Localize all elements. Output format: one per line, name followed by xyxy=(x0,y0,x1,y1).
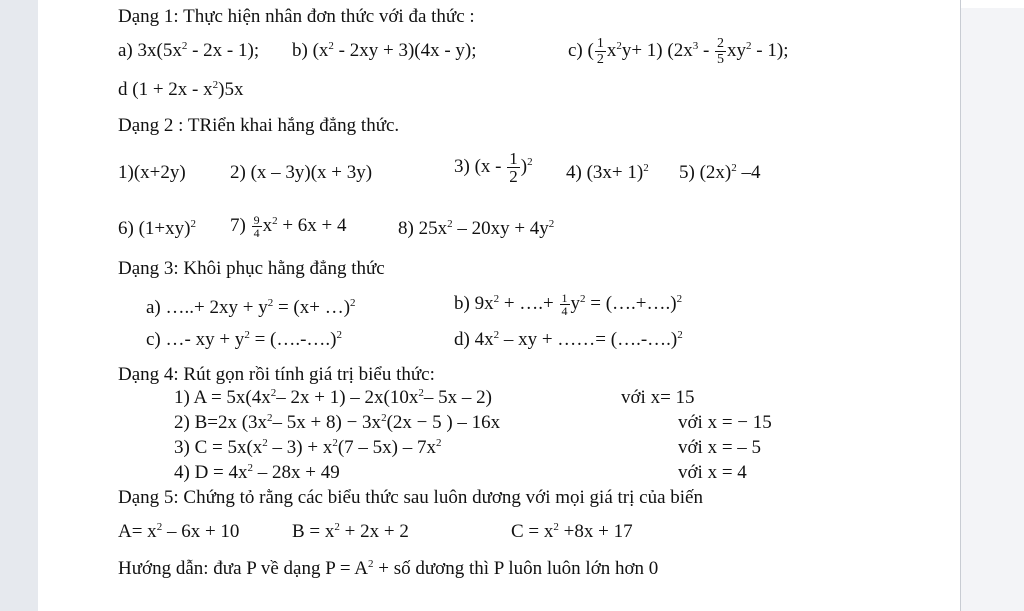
dang3-b-text: b) 9x xyxy=(454,293,494,314)
dang1-item-c xyxy=(568,36,788,67)
frac-num: 1 xyxy=(561,291,568,306)
exp: 2 xyxy=(527,156,533,168)
dang4-1-end: – 5x – 2) xyxy=(423,387,492,408)
dang4-condition-1: với x= 15 xyxy=(621,387,695,408)
dang3-heading: Dạng 3: Khôi phục hằng đẳng thức xyxy=(118,258,385,279)
dang4-3-text: 3) C = 5x(x xyxy=(174,437,263,458)
exp: 2 xyxy=(332,437,338,449)
dang4-problem-3 xyxy=(174,437,442,459)
dang2-item-6 xyxy=(118,218,196,240)
exp: 2 xyxy=(553,521,559,533)
exp: 2 xyxy=(731,162,737,174)
dang3-c-text: c) …- xy + y xyxy=(146,329,245,350)
dang3-a-text: a) …..+ 2xy + y xyxy=(146,297,268,318)
fraction-one-half xyxy=(507,150,520,185)
dang5-hint-end: + số dương thì P luôn luôn lớn hơn 0 xyxy=(373,558,659,579)
exp: 2 xyxy=(334,521,340,533)
exp: 2 xyxy=(272,215,278,227)
frac-den: 4 xyxy=(561,304,568,319)
frac-num: 1 xyxy=(596,36,604,52)
dang1-c-open: c) ( xyxy=(568,40,594,61)
dang1-heading: Dạng 1: Thực hiện nhân đơn thức với đa thức : xyxy=(118,6,475,27)
dang4-2-text: 2) B=2x (3x xyxy=(174,412,268,433)
dang1-item-b xyxy=(292,40,477,62)
exp: 2 xyxy=(616,40,622,52)
dang4-condition-2: với x = − 15 xyxy=(678,412,772,433)
dang2-item-2: 2) (x – 3y)(x + 3y) xyxy=(230,162,373,183)
dang3-item-b xyxy=(454,289,682,319)
dang1-c-minus: - xyxy=(698,40,715,61)
dang1-a-rest: - 2x - 1); xyxy=(187,40,260,61)
dang5-heading: Dạng 5: Chứng tỏ rằng các biểu thức sau luôn dương với mọi giá trị của biến xyxy=(118,487,703,508)
dang2-item-1: 1)(x+2y) xyxy=(118,162,186,183)
dang1-c-x: x xyxy=(606,40,617,61)
exp: 2 xyxy=(548,218,555,230)
dang1-c-mid: y+ 1) (2x xyxy=(621,40,693,61)
fraction-nine-fourths xyxy=(252,214,262,239)
side-panel-top xyxy=(961,0,1024,8)
dang4-condition-4: với x = 4 xyxy=(678,462,747,483)
dang2-item-4 xyxy=(566,162,649,184)
exp: 2 xyxy=(350,297,356,309)
dang5-expr-c xyxy=(511,521,633,543)
dang1-b-text: b) (x xyxy=(292,40,329,61)
dang4-4-text: 4) D = 4x xyxy=(174,462,248,483)
dang2-5-text: 5) (2x) xyxy=(679,162,732,183)
exp: 2 xyxy=(746,40,752,52)
dang2-3-close: ) xyxy=(520,156,528,177)
exp: 2 xyxy=(270,387,277,399)
exp: 2 xyxy=(247,462,254,474)
dang4-3-mid: – 3) + x xyxy=(267,437,333,458)
dang3-item-c xyxy=(146,329,342,351)
dang5-expr-a xyxy=(118,521,239,543)
exp: 2 xyxy=(244,329,250,341)
frac-num: 1 xyxy=(509,149,518,169)
dang1-d-text: d (1 + 2x - x xyxy=(118,79,213,100)
fraction-one-fourth xyxy=(560,292,570,317)
dang2-8-text: 8) 25x xyxy=(398,218,448,239)
exp: 2 xyxy=(418,387,424,399)
dang4-1-mid: – 2x + 1) – 2x(10x xyxy=(276,387,419,408)
dang4-problem-4 xyxy=(174,462,340,484)
dang4-1-text: 1) A = 5x(4x xyxy=(174,387,271,408)
dang4-heading: Dạng 4: Rút gọn rồi tính giá trị biểu thức: xyxy=(118,364,435,385)
dang3-a-end: = (x+ …) xyxy=(273,297,351,318)
dang4-problem-1 xyxy=(174,387,492,409)
fraction-two-fifths xyxy=(715,36,726,67)
exp: 2 xyxy=(677,329,683,341)
dang3-c-end: = (….-….) xyxy=(249,329,337,350)
dang4-3-end: (7 – 5x) – 7x xyxy=(337,437,436,458)
dang5-c-end: +8x + 17 xyxy=(558,521,633,542)
exp: 2 xyxy=(156,521,163,533)
exp: 2 xyxy=(267,297,274,309)
exp: 2 xyxy=(262,437,268,449)
exp: 2 xyxy=(643,162,649,174)
dang2-7-open: 7) xyxy=(230,215,251,236)
frac-den: 4 xyxy=(253,226,260,241)
dang3-d-end: – xy + ……= (….-….) xyxy=(499,329,678,350)
dang2-item-5 xyxy=(679,162,760,184)
frac-den: 2 xyxy=(509,167,518,187)
dang2-4-text: 4) (3x+ 1) xyxy=(566,162,644,183)
dang1-c-end: - 1); xyxy=(751,40,789,61)
exp: 2 xyxy=(493,293,500,305)
exp: 2 xyxy=(212,79,219,91)
dang4-condition-3: với x = – 5 xyxy=(678,437,762,458)
side-panel xyxy=(961,0,1024,611)
exp: 2 xyxy=(336,329,343,341)
dang3-d-text: d) 4x xyxy=(454,329,494,350)
dang4-2-end: (2x − 5 ) – 16x xyxy=(386,412,501,433)
dang2-item-7 xyxy=(230,210,347,242)
dang3-b-mid: + ….+ xyxy=(499,293,559,314)
left-margin xyxy=(0,0,38,611)
dang2-item-3 xyxy=(454,150,533,185)
exp: 2 xyxy=(328,40,334,52)
dang5-b-text: B = x xyxy=(292,521,335,542)
dang5-hint xyxy=(118,558,658,580)
dang2-7-rest: + 6x + 4 xyxy=(277,215,347,236)
dang1-c-xy: xy xyxy=(727,40,747,61)
dang3-b-y: y xyxy=(570,293,581,314)
dang2-item-8 xyxy=(398,218,554,240)
frac-num: 9 xyxy=(253,213,260,228)
dang1-item-a xyxy=(118,40,259,62)
frac-num: 2 xyxy=(717,36,725,52)
fraction-one-half xyxy=(595,36,606,67)
dang5-hint-text: Hướng dẫn: đưa P về dạng P = A xyxy=(118,558,368,579)
exp: 2 xyxy=(676,293,683,305)
dang3-item-a xyxy=(146,297,356,319)
dang2-7-x: x xyxy=(262,215,273,236)
exp: 2 xyxy=(267,412,273,424)
dang2-6-text: 6) (1+xy) xyxy=(118,218,191,239)
dang5-b-end: + 2x + 2 xyxy=(339,521,409,542)
exp: 2 xyxy=(368,558,374,570)
dang2-5-end: –4 xyxy=(736,162,761,183)
dang5-c-text: C = x xyxy=(511,521,554,542)
dang3-b-end: = (….+….) xyxy=(585,293,677,314)
exp: 2 xyxy=(436,437,442,449)
dang4-problem-2 xyxy=(174,412,500,434)
dang1-a-text: a) 3x(5x xyxy=(118,40,182,61)
dang2-heading: Dạng 2 : TRiển khai hắng đẳng thức. xyxy=(118,115,400,136)
dang1-item-d xyxy=(118,79,243,101)
exp: 2 xyxy=(493,329,500,341)
dang4-2-mid: – 5x + 8) − 3x xyxy=(272,412,382,433)
dang3-item-d xyxy=(454,329,683,351)
dang5-a-end: – 6x + 10 xyxy=(162,521,240,542)
exp: 2 xyxy=(190,218,196,230)
frac-den: 2 xyxy=(596,52,604,68)
exp: 2 xyxy=(181,40,188,52)
exp: 2 xyxy=(580,293,586,305)
exp: 3 xyxy=(692,40,699,52)
dang5-a-text: A= x xyxy=(118,521,157,542)
dang2-8-mid: – 20xy + 4y xyxy=(452,218,549,239)
exp: 2 xyxy=(447,218,453,230)
exp: 2 xyxy=(381,412,387,424)
dang1-b-rest: - 2xy + 3)(4x - y); xyxy=(333,40,477,61)
dang5-expr-b xyxy=(292,521,409,543)
frac-den: 5 xyxy=(717,52,725,68)
dang1-d-end: )5x xyxy=(218,79,244,100)
dang2-3-open: 3) (x - xyxy=(454,156,507,177)
dang4-4-end: – 28x + 49 xyxy=(253,462,340,483)
